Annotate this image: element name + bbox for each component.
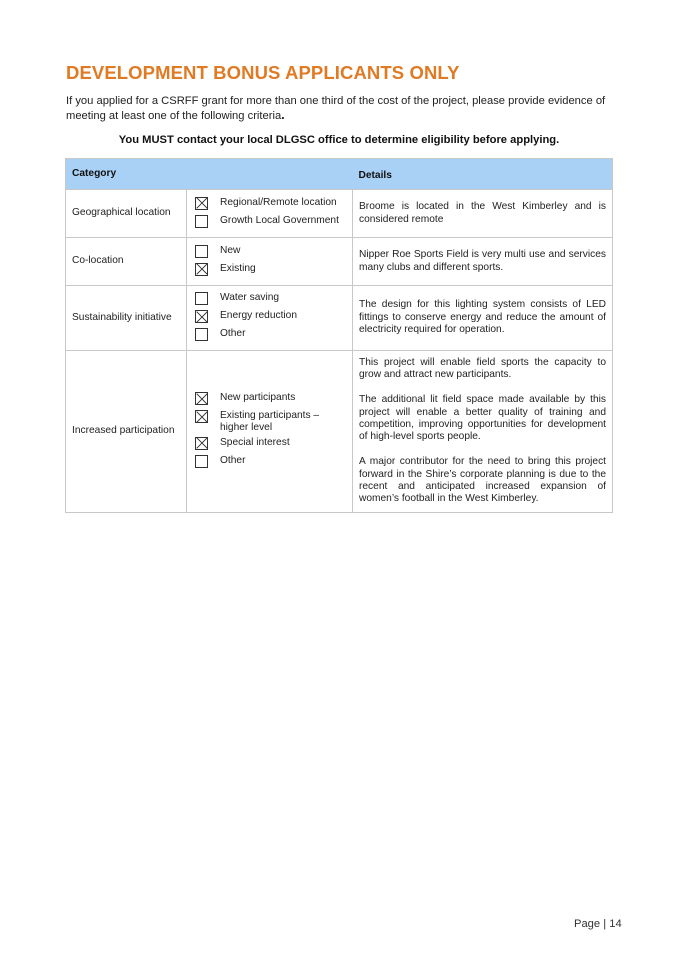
option-label: Other	[220, 328, 246, 339]
details-cell	[353, 351, 613, 513]
details-text: Broome is located in the West Kimberley and is considered remote	[359, 201, 606, 225]
category-cell: Sustainability initiative	[66, 286, 187, 351]
intro-paragraph	[66, 94, 626, 123]
option-existing-participants	[195, 410, 346, 435]
page-title: DEVELOPMENT BONUS APPLICANTS ONLY	[66, 62, 460, 83]
details-cell	[353, 190, 613, 238]
checkbox-unchecked[interactable]	[195, 215, 208, 228]
option-label: Growth Local Government	[220, 214, 339, 226]
details-text: A major contributor for the need to bring this project forward in the Shire’s corporate planning is due to the recent and anticipated increased expansion of women’s football in the West Kimberley.	[359, 456, 606, 505]
details-cell	[353, 238, 613, 286]
option-label: Existing participants – higher level	[220, 410, 320, 434]
category-cell: Geographical location	[66, 190, 187, 238]
table-header-row	[66, 159, 613, 190]
checkbox-unchecked[interactable]	[195, 455, 208, 468]
checkbox-unchecked[interactable]	[195, 328, 208, 341]
checkbox-unchecked[interactable]	[195, 292, 208, 305]
page-number: Page | 14	[574, 918, 622, 930]
option-label: Energy reduction	[220, 310, 298, 321]
options-cell	[187, 286, 353, 351]
option-water-saving	[195, 292, 346, 308]
eligibility-notice: You MUST contact your local DLGSC office to determine eligibility before applying.	[118, 134, 560, 146]
option-energy-reduction	[195, 310, 346, 326]
category-cell: Co-location	[66, 238, 187, 286]
checkbox-checked[interactable]	[195, 437, 208, 450]
checkbox-checked[interactable]	[195, 263, 208, 276]
option-label: Special interest	[220, 436, 290, 448]
option-label: Existing	[220, 262, 256, 274]
checkbox-checked[interactable]	[195, 392, 208, 405]
header-details: Details	[353, 159, 613, 190]
checkbox-checked[interactable]	[195, 197, 208, 210]
option-regional-remote	[195, 197, 346, 213]
option-label: New	[220, 244, 241, 256]
option-special-interest	[195, 437, 346, 453]
table-row-increased-participation	[66, 351, 613, 513]
checkbox-checked[interactable]	[195, 410, 208, 423]
intro-text: If you applied for a CSRFF grant for more than one third of the cost of the project, please provide evidence of meeting at least one of the following criteria	[66, 95, 606, 122]
details-text: This project will enable field sports the capacity to grow and attract new participants.	[359, 357, 606, 381]
checkbox-unchecked[interactable]	[195, 245, 208, 258]
header-options	[187, 159, 353, 190]
option-other	[195, 455, 346, 471]
details-text: Nipper Roe Sports Field is very multi use and services many clubs and different sports.	[359, 249, 606, 273]
table-row-geographical	[66, 190, 613, 238]
details-cell	[353, 286, 613, 351]
options-cell	[187, 351, 353, 513]
option-existing	[195, 263, 346, 279]
checkbox-checked[interactable]	[195, 310, 208, 323]
options-cell	[187, 190, 353, 238]
option-new	[195, 245, 346, 261]
option-other	[195, 328, 346, 344]
option-growth-local-government	[195, 215, 346, 231]
details-text: The design for this lighting system consists of LED fittings to conserve energy and reduce the amount of electricity required for operation.	[359, 299, 606, 336]
option-label: New participants	[220, 392, 296, 404]
criteria-table	[65, 158, 613, 513]
header-category: Category	[66, 159, 187, 190]
table-row-co-location	[66, 238, 613, 286]
option-label: Water saving	[220, 292, 280, 303]
table-row-sustainability	[66, 286, 613, 351]
option-label: Regional/Remote location	[220, 196, 337, 208]
option-label: Other	[220, 454, 246, 466]
category-cell: Increased participation	[66, 351, 187, 513]
options-cell	[187, 238, 353, 286]
intro-period: .	[281, 107, 285, 122]
option-new-participants	[195, 392, 346, 408]
details-text: The additional lit field space made available by this project will enable a better quality of training and competition, improving opportunities for development of high-level sports people.	[359, 394, 606, 443]
